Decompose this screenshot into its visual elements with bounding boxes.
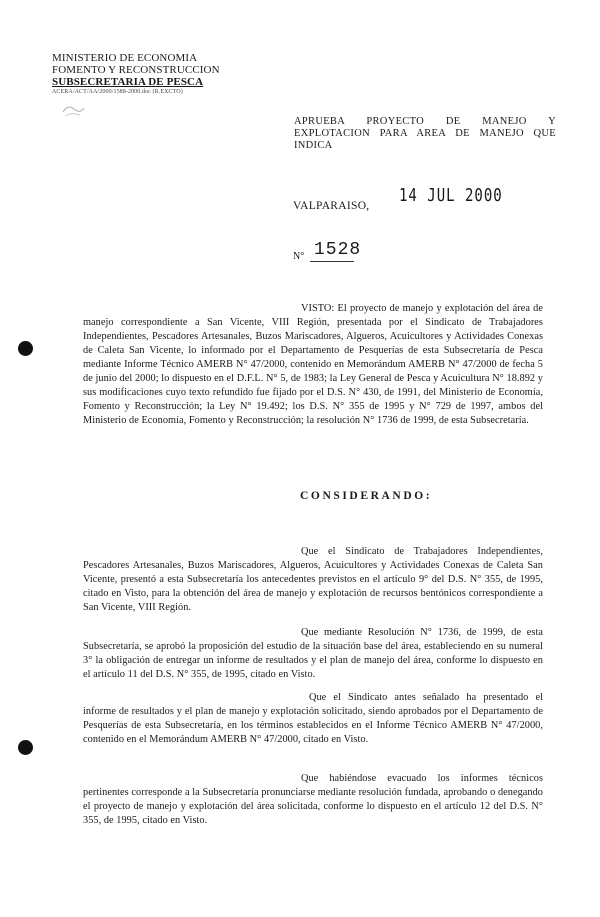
considerando-item (83, 691, 543, 747)
visto-paragraph (83, 302, 543, 428)
stamp-mark (60, 100, 86, 120)
considerando-item (83, 545, 543, 615)
punch-hole (18, 341, 33, 356)
number-underline (310, 261, 354, 262)
considerando-text: Que habiéndose evacuado los informes técnicos pertinentes corresponde a la Subsecretaría pronunciarse mediante resolución fundada, aprobando o denegando el proyecto de manejo y explotación del área solicitada, conforme lo dispuesto en el artículo 12 del D.S. N° 355, de 1995, citado en Visto. (83, 773, 543, 826)
ministry-name: MINISTERIO DE ECONOMIA (52, 52, 198, 64)
number-label: N° (293, 251, 305, 262)
considerando-text: Que el Sindicato antes señalado ha presentado el informe de resultados y el plan de manejo y explotación solicitado, siendo aprobados por el Departamento de Pesquerías de esta Subsecretaría, en los términos establecidos en el Informe Técnico AMERB N° 47/2000, contenido en el Memorándum AMERB N° 47/2000, citado en Visto. (83, 692, 543, 745)
resolution-number: 1528 (314, 240, 362, 260)
considerando-item (83, 626, 543, 682)
place-label: VALPARAISO, (293, 200, 370, 212)
resolution-subject: APRUEBA PROYECTO DE MANEJO Y EXPLOTACION PARA AREA DE MANEJO QUE INDICA (294, 116, 556, 151)
letterhead (52, 52, 220, 96)
considerando-heading: CONSIDERANDO: (300, 490, 433, 502)
document-reference: ACERA/ACT/AA/2000/1588-2000.doc (R.EXCTO) (52, 89, 183, 95)
date-stamp: 14 JUL 2000 (399, 186, 503, 206)
visto-label: VISTO: (301, 303, 335, 314)
considerando-item (83, 772, 543, 828)
ministry-name-continued: FOMENTO Y RECONSTRUCCION (52, 64, 220, 76)
considerando-text: Que el Sindicato de Trabajadores Independientes, Pescadores Artesanales, Buzos Mariscadores, Algueros, Acuicultores y Actividades Conexas de Caleta San Vicente, presentó a esta Subsecretaría los antecedentes previstos en el artículo 9° del D.S. N° 355, de 1995, citado en Visto, para la obtención del área de manejo y explotación de recursos bentónicos correspondiente a San Vicente, VIII Región. (83, 546, 543, 613)
visto-text: El proyecto de manejo y explotación del área de manejo correspondiente a San Vicente, VIII Región, presentada por el Sindicato de Trabajadores Independientes, Pescadores Artesanales, Buzos Mariscadores, Algueros, Acuicultores y Actividades Conexas de Caleta San Vicente, lo informado por el Departamento de Pesquerías de esta Subsecretaría de Pesca mediante Informe Técnico AMERB N° 47/2000, contenido en Memorándum AMERB N° 47/2000 de fecha 5 de junio del 2000; lo dispuesto en el D.F.L. N° 5, de 1983; la Ley General de Pesca y Acuicultura N° 18.892 y sus modificaciones cuyo texto refundido fue fijado por el D.S. N° 430, de 1991, del Ministerio de Economía, Fomento y Reconstrucción; la Ley N° 19.492; los D.S. N° 355 de 1995 y N° 729 de 1997, ambos del Ministerio de Economía, Fomento y Reconstrucción; la resolución N° 1736 de 1999, de esta Subsecretaría. (83, 303, 544, 426)
subsecretaria-name: SUBSECRETARIA DE PESCA (52, 76, 204, 88)
considerando-text: Que mediante Resolución N° 1736, de 1999, de esta Subsecretaría, se aprobó la proposición del estudio de la situación base del área, estableciendo en su numeral 3° la obligación de entregar un informe de resultados y el plan de manejo del área, conforme lo dispuesto en el artículo 11 del D.S. N° 355, de 1995, citado en Visto. (83, 627, 543, 680)
punch-hole (18, 740, 33, 755)
